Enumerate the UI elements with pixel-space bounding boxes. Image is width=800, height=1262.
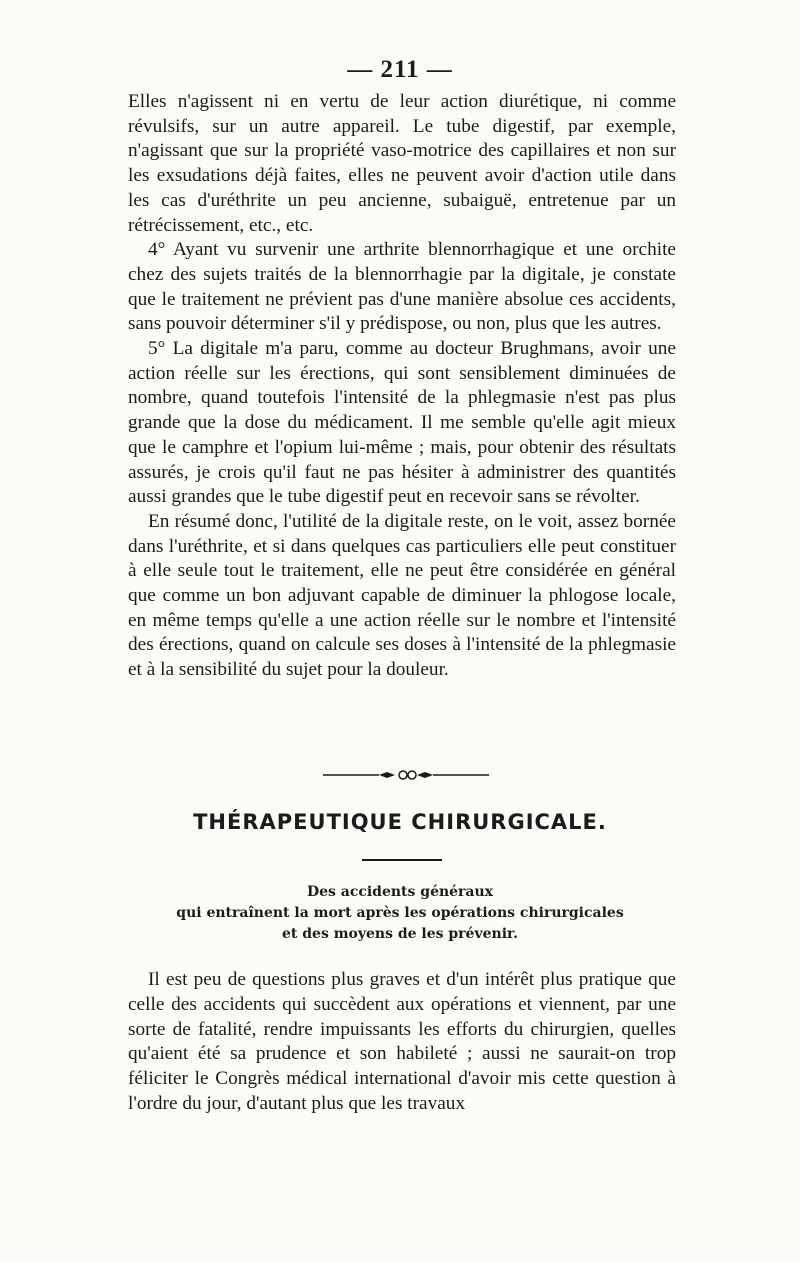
- paragraph-summary: En résumé donc, l'utilité de la digitale reste, on le voit, assez bornée dans l'uréthrite, et si dans quelques cas particuliers elle peut constituer à elle seule tout le traitement, elle ne peut être considérée en général que comme un bon adjuvant capable de diminuer la phlogose locale, en même temps qu'elle a une action réelle sur le nombre et l'intensité des érections, quand on calcule ses doses à l'intensité de la phlegmasie et à la sensibilité du sujet pour la douleur.: [128, 510, 676, 681]
- title-rule: [362, 859, 442, 861]
- subtitle-line: et des moyens de les prévenir.: [282, 926, 518, 942]
- section-paragraph: Il est peu de questions plus graves et d'un intérêt plus pratique que celle des accidents qui succèdent aux opérations et viennent, par une sorte de fatalité, rendre impuissants les efforts du chirurgien, quelles qu'aient été sa prudence et son habileté ; aussi ne saurait-on trop féliciter le Congrès médical international d'avoir mis cette question à l'ordre du jour, d'autant plus que les travaux: [128, 969, 676, 1114]
- main-text: [128, 90, 676, 683]
- paragraph-point-4: 4° Ayant vu survenir une arthrite blennorrhagique et une orchite chez des sujets traités de la blennorrhagie par la digitale, je constate que le traitement ne prévient pas d'une manière absolue ces accidents, sans pouvoir déterminer s'il y prédispose, ou non, plus que les autres.: [128, 239, 676, 335]
- section-title: THÉRAPEUTIQUE CHIRURGICALE.: [193, 810, 607, 834]
- section-text: [128, 968, 676, 1117]
- paragraph-continuation: Elles n'agissent ni en vertu de leur action diurétique, ni comme révulsifs, sur un autre appareil. Le tube digestif, par exemple, n'agissant que sur la propriété vaso-motrice des capillaires et non sur les exsudations déjà faites, elles ne peuvent avoir d'action utile dans les cas d'uréthrite un peu ancienne, subaiguë, entretenue par un rétrécissement, etc., etc.: [128, 91, 676, 236]
- subtitle-line: qui entraînent la mort après les opérations chirurgicales: [176, 905, 624, 921]
- subtitle-line: Des accidents généraux: [306, 884, 494, 900]
- section-subtitle: [0, 882, 800, 945]
- ornament-divider: [323, 768, 489, 782]
- page-number: — 211 —: [347, 56, 453, 83]
- paragraph-point-5: 5° La digitale m'a paru, comme au docteur Brughmans, avoir une action réelle sur les érections, qui sont sensiblement diminuées de nombre, quand toutefois l'intensité de la phlegmasie n'est pas plus grande que la dose du médicament. Il me semble qu'elle agit mieux que le camphre et l'opium lui-même ; mais, pour obtenir des résultats assurés, je crois qu'il faut ne pas hésiter à administrer des quantités aussi grandes que le tube digestif peut en recevoir sans se révolter.: [128, 338, 676, 508]
